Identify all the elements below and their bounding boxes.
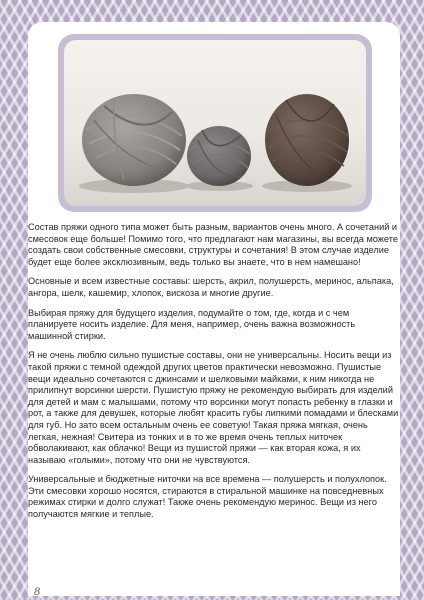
yarn-ball-brown [265, 94, 349, 186]
paragraph: Универсальные и бюджетные ниточки на все времена — полушерсть и полухлопок. Эти смесовки хорошо носятся, стираются в стиральной машинке на повседневных режимах стирки и долго служат! Также очень рекомендую меринос. Вещи из него получаются мягкие и теплые. [28, 474, 387, 520]
yarn-ball-dark-grey [187, 126, 251, 186]
paragraph: Основные и всем известные составы: шерсть, акрил, полушерсть, меринос, альпака, ангора, шелк, кашемир, хлопок, вискоза и многие другие. [28, 276, 394, 298]
paragraph: Состав пряжи одного типа может быть разным, вариантов очень много. А сочетаний и смесовок еще больше! Помимо того, что предлагают нам магазины, вы всегда можете создать свои собственные смесовки, структуры и сочетания! В этом случае изделие будет еще более эксклюзивным, ведь только вы знаете, что в нем намешано! [28, 222, 398, 267]
page-number: 8 [34, 584, 40, 598]
yarn-photo [64, 40, 366, 206]
yarn-balls-illustration [64, 40, 366, 206]
paragraph: Я не очень люблю сильно пушистые составы, они не универсальны. Носить вещи из такой пряжи с темной одеждой других цветов практически невозможно. Пушистые вещи идеально сочетаются с джинсами и шелковыми майками, к ним никогда не прилипнут ворсинки шерсти. Пушистую пряжу не рекомендую выбирать для изделий для детей и мам с малышами, потому что ворсинки могут попасть ребенку в глазки и рот, а также для девушек, которые любят красить губы липкими помадами и блесками для губ. Но зато всем остальным очень ее советую! Такая пряжа мягкая, очень легкая, нежная! Свитера из тонких и в то же время очень теплых ниточек обволакивают, как облачко! Вещи из пушистой пряжи — как вторая кожа, я их называю «голыми», потому что они не чувствуются. [28, 350, 399, 465]
article-text [28, 222, 400, 529]
page-sheet [28, 22, 400, 596]
paragraph: Выбирая пряжу для будущего изделия, подумайте о том, где, когда и с чем планируете носить изделие. Для меня, например, очень важна возможность машинной стирки. [28, 307, 356, 341]
yarn-ball-grey [82, 94, 186, 186]
photo-frame [58, 34, 372, 212]
